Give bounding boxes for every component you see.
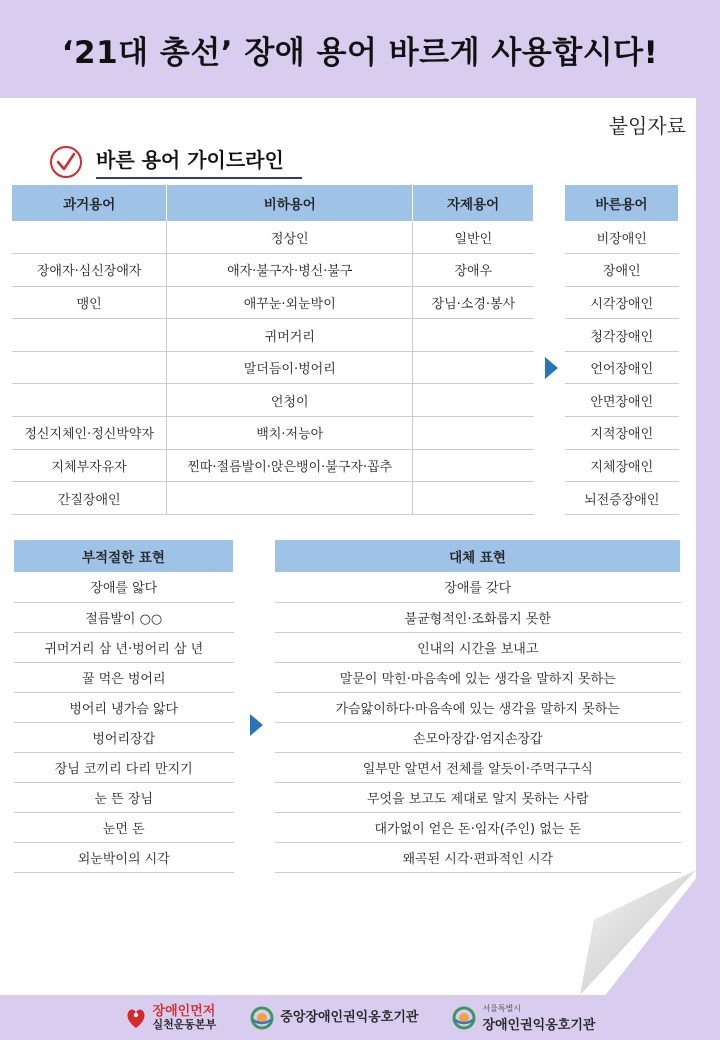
alternative-expr-table xyxy=(275,540,681,873)
table-cell: 무엇을 보고도 제대로 알지 못하는 사람 xyxy=(275,782,681,812)
table-cell: 장애우 xyxy=(413,254,534,287)
table-row xyxy=(275,692,681,722)
table-cell: 말문이 막힌·마음속에 있는 생각을 말하지 못하는 xyxy=(275,662,681,692)
correct-terms-body xyxy=(565,221,679,514)
table-row xyxy=(565,417,679,450)
table-cell: 청각장애인 xyxy=(565,319,679,352)
table-cell: 안면장애인 xyxy=(565,384,679,417)
heart-person-icon xyxy=(125,1006,147,1030)
table-row xyxy=(14,662,234,692)
table-row xyxy=(14,692,234,722)
table-cell: 눈 뜬 장님 xyxy=(14,782,234,812)
table-cell xyxy=(413,351,534,384)
table-row xyxy=(14,812,234,842)
logo3-small: 서울특별시 xyxy=(482,1003,522,1013)
table-cell: 장애인 xyxy=(565,254,679,287)
header-correct: 바른용어 xyxy=(565,185,679,221)
table-cell: 눈먼 돈 xyxy=(14,812,234,842)
table-cell: 손모아장갑·엄지손장갑 xyxy=(275,722,681,752)
table-cell: 인내의 시간을 보내고 xyxy=(275,632,681,662)
table-row xyxy=(275,722,681,752)
agency-emblem-icon xyxy=(250,1006,274,1030)
table-row xyxy=(14,572,234,602)
logo1-line2: 실천운동본부 xyxy=(152,1017,217,1031)
logo1-line1: 장애인먼저 xyxy=(152,1003,216,1019)
table-cell xyxy=(12,351,167,384)
header-avoid: 자제용어 xyxy=(413,185,534,221)
table-row xyxy=(12,286,534,319)
ballot-stamp-icon xyxy=(50,146,82,178)
table-row xyxy=(12,221,534,254)
table-cell: 맹인 xyxy=(12,286,167,319)
table-cell: 언어장애인 xyxy=(565,351,679,384)
table-cell: 정상인 xyxy=(167,221,413,254)
table-cell: 지체장애인 xyxy=(565,449,679,482)
table-cell xyxy=(12,384,167,417)
logo-disability-first xyxy=(125,1005,217,1030)
table-cell: 일부만 알면서 전체를 알듯이·주먹구구식 xyxy=(275,752,681,782)
table-row xyxy=(275,752,681,782)
table-cell: 꿀 먹은 벙어리 xyxy=(14,662,234,692)
table-cell: 정신지체인·정신박약자 xyxy=(12,417,167,450)
table-row xyxy=(14,602,234,632)
inappropriate-expr-body xyxy=(14,572,234,872)
table-row xyxy=(565,286,679,319)
table-row xyxy=(275,662,681,692)
table-cell xyxy=(12,319,167,352)
table-cell: 벙어리장갑 xyxy=(14,722,234,752)
table-row xyxy=(14,842,234,872)
table-row xyxy=(12,254,534,287)
table-row xyxy=(565,351,679,384)
table-cell: 장애를 갖다 xyxy=(275,572,681,602)
table-row xyxy=(565,254,679,287)
table-cell xyxy=(413,417,534,450)
table-row xyxy=(12,351,534,384)
table-cell xyxy=(413,384,534,417)
table-row xyxy=(275,842,681,872)
table-cell xyxy=(413,319,534,352)
table-row xyxy=(12,482,534,515)
table-row xyxy=(14,722,234,752)
table-row xyxy=(12,319,534,352)
table-row xyxy=(565,482,679,515)
table-row xyxy=(275,782,681,812)
table-cell xyxy=(413,482,534,515)
table-cell: 장님·소경·봉사 xyxy=(413,286,534,319)
table-row xyxy=(14,752,234,782)
table-cell: 찐따·절름발이·앉은뱅이·불구자·꼽추 xyxy=(167,449,413,482)
header xyxy=(0,0,720,98)
alternative-expr-body xyxy=(275,572,681,872)
logo2-name: 중앙장애인권익옹호기관 xyxy=(280,1009,419,1025)
table-row xyxy=(275,632,681,662)
table-cell: 귀머거리 xyxy=(167,319,413,352)
inappropriate-expr-table xyxy=(14,540,234,873)
table-row xyxy=(12,417,534,450)
table-cell: 애꾸눈·외눈박이 xyxy=(167,286,413,319)
table-row xyxy=(12,384,534,417)
table-cell: 장님 코끼리 다리 만지기 xyxy=(14,752,234,782)
past-terms-body xyxy=(12,221,534,514)
table-row xyxy=(565,449,679,482)
table-cell: 귀머거리 삼 년·벙어리 삼 년 xyxy=(14,632,234,662)
table-cell: 말더듬이·벙어리 xyxy=(167,351,413,384)
table-cell: 벙어리 냉가슴 앓다 xyxy=(14,692,234,722)
right-triangle-icon xyxy=(545,357,558,379)
table-cell: 지적장애인 xyxy=(565,417,679,450)
table-cell: 일반인 xyxy=(413,221,534,254)
table-cell: 애자·불구자·병신·불구 xyxy=(167,254,413,287)
logo-central-agency xyxy=(250,1006,418,1030)
table-cell: 지체부자유자 xyxy=(12,449,167,482)
table-cell xyxy=(413,449,534,482)
table-cell: 언청이 xyxy=(167,384,413,417)
table-row xyxy=(14,782,234,812)
past-terms-table xyxy=(12,185,534,515)
logo-seoul-agency xyxy=(452,1003,595,1033)
table-row xyxy=(565,221,679,254)
table-cell: 간질장애인 xyxy=(12,482,167,515)
table-cell: 시각장애인 xyxy=(565,286,679,319)
table-cell: 절름발이 ○○ xyxy=(14,602,234,632)
table-cell: 가슴앓이하다·마음속에 있는 생각을 말하지 못하는 xyxy=(275,692,681,722)
table-cell: 장애자·심신장애자 xyxy=(12,254,167,287)
header-derogatory: 비하용어 xyxy=(167,185,413,221)
header-past: 과거용어 xyxy=(12,185,167,221)
page-title: ‘21대 총선’ 장애 용어 바르게 사용합시다! xyxy=(61,34,659,71)
guide-title: 바른 용어 가이드라인 xyxy=(96,144,302,179)
table-row xyxy=(565,384,679,417)
correct-terms-table xyxy=(565,185,679,515)
table-cell: 대가없이 얻은 돈·임자(주인) 없는 돈 xyxy=(275,812,681,842)
table-row xyxy=(565,319,679,352)
table-cell: 백치·저능아 xyxy=(167,417,413,450)
table-cell: 외눈박이의 시각 xyxy=(14,842,234,872)
table-cell: 왜곡된 시각·편파적인 시각 xyxy=(275,842,681,872)
table-row xyxy=(14,632,234,662)
table-cell: 장애를 앓다 xyxy=(14,572,234,602)
table-row xyxy=(12,449,534,482)
table-cell: 비장애인 xyxy=(565,221,679,254)
attachment-label: 붙임자료 xyxy=(608,114,686,138)
footer-logos xyxy=(0,995,720,1040)
agency-emblem-icon xyxy=(452,1006,476,1030)
table-cell: 뇌전증장애인 xyxy=(565,482,679,515)
table-row xyxy=(275,602,681,632)
table-row xyxy=(275,812,681,842)
right-triangle-icon xyxy=(250,714,263,736)
table-cell xyxy=(167,482,413,515)
header-inappropriate: 부적절한 표현 xyxy=(14,540,234,572)
logo3-name: 장애인권익옹호기관 xyxy=(482,1017,596,1033)
header-alternative: 대체 표현 xyxy=(275,540,681,572)
table-cell xyxy=(12,221,167,254)
guide-heading xyxy=(50,144,302,179)
table-cell: 불균형적인·조화롭지 못한 xyxy=(275,602,681,632)
table-row xyxy=(275,572,681,602)
